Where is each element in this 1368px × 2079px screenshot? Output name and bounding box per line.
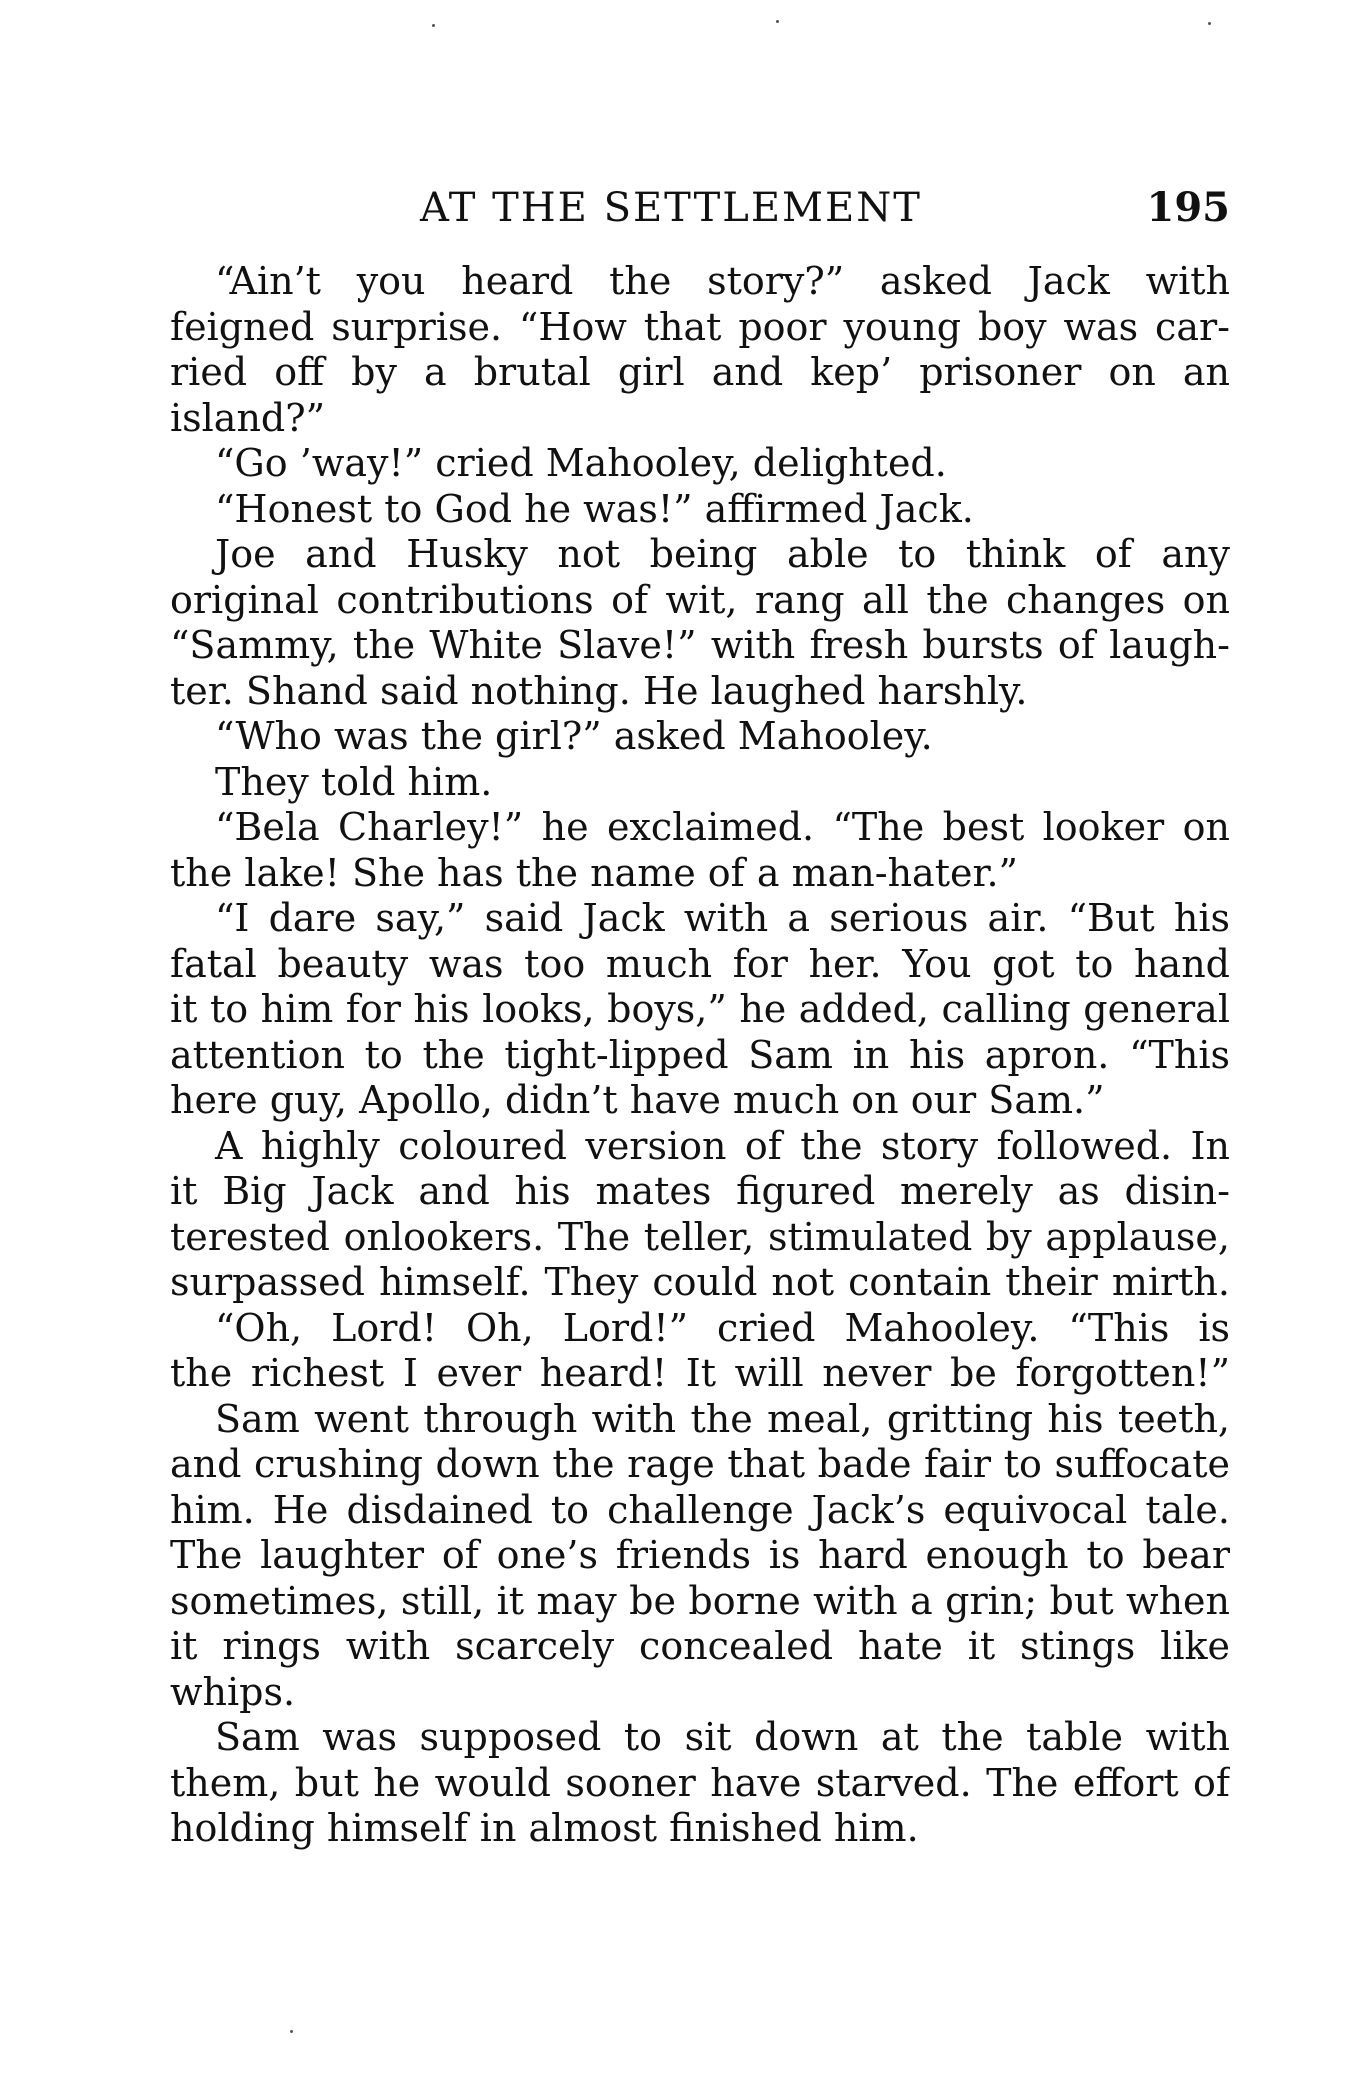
text-line: The laughter of one’s friends is hard enough to bear: [170, 1533, 1230, 1577]
text-line: “Sammy, the White Slave!” with fresh bursts of laugh-: [170, 623, 1230, 667]
text-line: attention to the tight-lipped Sam in his apron. “This: [170, 1032, 1230, 1077]
paper-speck: [290, 2030, 293, 2033]
text-line: sometimes, still, it may be borne with a grin; but when: [170, 1578, 1230, 1623]
text-line: and crushing down the rage that bade fair to suffocate: [170, 1442, 1230, 1486]
text-line: Joe and Husky not being able to think of any: [215, 532, 1230, 576]
page-number: 195: [1146, 184, 1230, 231]
text-line: fatal beauty was too much for her. You got to hand: [170, 941, 1230, 986]
text-line: it to him for his looks, boys,” he added, calling general: [170, 987, 1230, 1031]
text-line: original contributions of wit, rang all the changes on: [170, 577, 1230, 622]
paper-speck: [1208, 22, 1211, 25]
text-line: A highly coloured version of the story followed. In: [215, 1123, 1230, 1168]
text-line: them, but he would sooner have starved. The effort of: [170, 1760, 1230, 1805]
text-line: ter. Shand said nothing. He laughed harshly.: [170, 668, 1028, 713]
paper-speck: [776, 20, 779, 23]
text-line: island?”: [170, 395, 326, 440]
text-line: Sam was supposed to sit down at the table with: [215, 1715, 1230, 1759]
text-line: him. He disdained to challenge Jack’s equivocal tale.: [170, 1487, 1230, 1532]
text-line: “I dare say,” said Jack with a serious air. “But his: [215, 896, 1230, 940]
text-line: “Honest to God he was!” affirmed Jack.: [215, 486, 974, 531]
text-line: it rings with scarcely concealed hate it stings like: [170, 1624, 1230, 1668]
running-head: [170, 178, 1230, 238]
text-line: whips.: [170, 1669, 296, 1714]
text-line: “Oh, Lord! Oh, Lord!” cried Mahooley. “This is: [215, 1305, 1230, 1350]
text-line: here guy, Apollo, didn’t have much on our Sam.”: [170, 1078, 1105, 1122]
text-line: it Big Jack and his mates figured merely as disin-: [170, 1169, 1230, 1213]
text-line: “Who was the girl?” asked Mahooley.: [215, 714, 933, 758]
text-line: the lake! She has the name of a man-hater.”: [170, 850, 1018, 895]
text-line: “Bela Charley!” he exclaimed. “The best looker on: [215, 805, 1230, 849]
text-line: terested onlookers. The teller, stimulated by applause,: [170, 1214, 1230, 1259]
text-line: “Ain’t you heard the story?” asked Jack with: [215, 259, 1230, 303]
text-line: the richest I ever heard! It will never be forgotten!”: [170, 1351, 1230, 1395]
text-line: They told him.: [215, 759, 493, 804]
running-title: AT THE SETTLEMENT: [420, 185, 922, 231]
text-line: “Go ’way!” cried Mahooley, delighted.: [215, 441, 947, 485]
body-text: [170, 259, 1230, 1852]
text-line: ried off by a brutal girl and kep’ prisoner on an: [170, 350, 1230, 394]
paper-speck: [432, 24, 435, 27]
text-line: holding himself in almost finished him.: [170, 1806, 919, 1850]
text-line: surpassed himself. They could not contain their mirth.: [170, 1260, 1230, 1304]
text-line: Sam went through with the meal, gritting his teeth,: [215, 1396, 1230, 1441]
text-line: feigned surprise. “How that poor young boy was car-: [170, 304, 1230, 349]
